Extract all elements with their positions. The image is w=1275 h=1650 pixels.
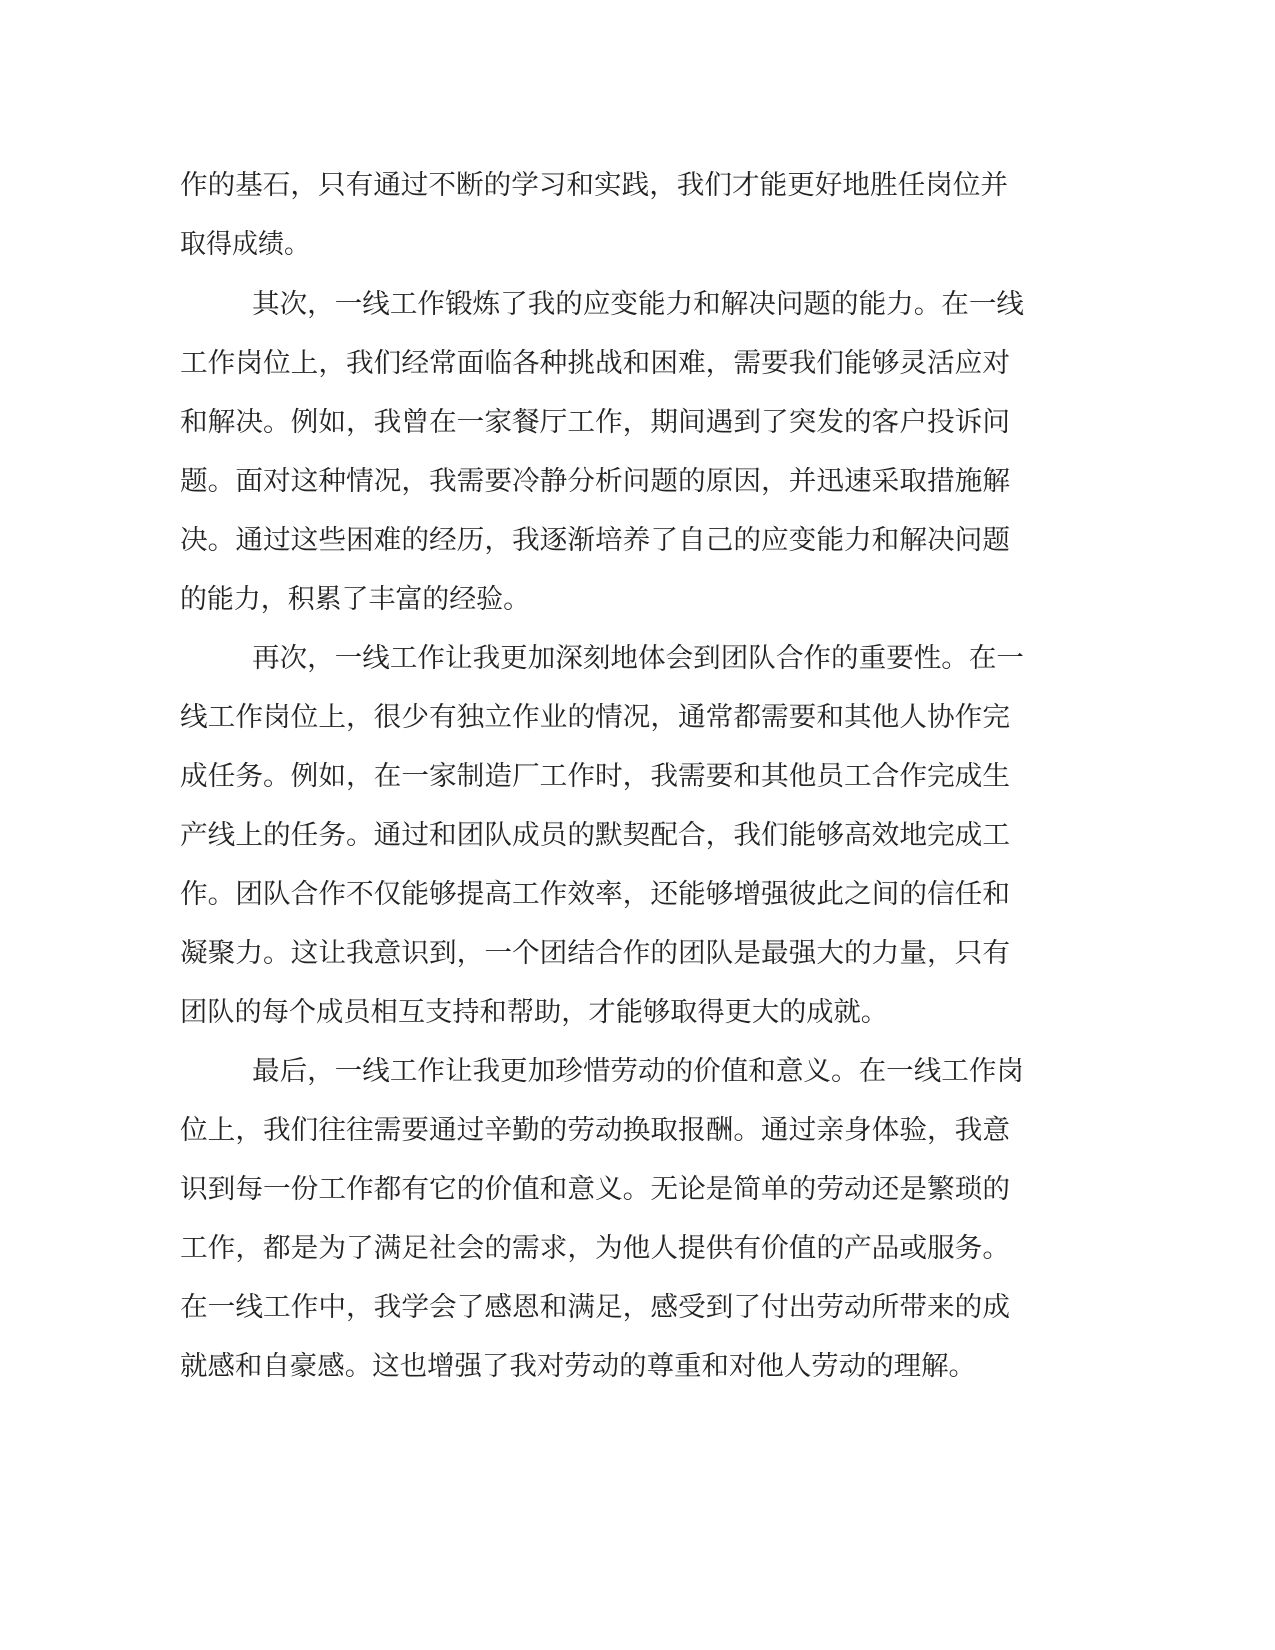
line-text: 凝聚力。这让我意识到，一个团结合作的团队是最强大的力量，只有	[180, 938, 1010, 969]
text-line	[0, 459, 1275, 519]
line-text: 成任务。例如，在一家制造厂工作时，我需要和其他员工合作完成生	[180, 761, 1010, 792]
text-line	[0, 163, 1275, 223]
text-line	[0, 341, 1275, 401]
line-text: 线工作岗位上，很少有独立作业的情况，通常都需要和其他人协作完	[180, 702, 1010, 733]
text-line	[0, 695, 1275, 755]
line-text: 再次，一线工作让我更加深刻地体会到团队合作的重要性。在一	[252, 643, 1024, 674]
line-text: 位上，我们往往需要通过辛勤的劳动换取报酬。通过亲身体验，我意	[180, 1115, 1010, 1146]
text-line	[0, 1108, 1275, 1168]
line-text: 在一线工作中，我学会了感恩和满足，感受到了付出劳动所带来的成	[180, 1292, 1010, 1323]
text-line	[0, 577, 1275, 637]
line-text: 作。团队合作不仅能够提高工作效率，还能够增强彼此之间的信任和	[180, 879, 1010, 910]
text-line	[0, 400, 1275, 460]
text-line	[0, 931, 1275, 991]
text-line	[0, 754, 1275, 814]
line-text: 题。面对这种情况，我需要冷静分析问题的原因，并迅速采取措施解	[180, 466, 1010, 497]
text-line	[0, 282, 1275, 342]
text-line	[0, 990, 1275, 1050]
line-text: 作的基石，只有通过不断的学习和实践，我们才能更好地胜任岗位并	[180, 170, 1009, 201]
text-line	[0, 222, 1275, 282]
text-line	[0, 518, 1275, 578]
text-line	[0, 1167, 1275, 1227]
text-line	[0, 636, 1275, 696]
line-text: 产线上的任务。通过和团队成员的默契配合，我们能够高效地完成工	[180, 820, 1010, 851]
line-text: 识到每一份工作都有它的价值和意义。无论是简单的劳动还是繁琐的	[180, 1174, 1010, 1205]
line-text: 工作岗位上，我们经常面临各种挑战和困难，需要我们能够灵活应对	[180, 348, 1010, 379]
line-text: 和解决。例如，我曾在一家餐厅工作，期间遇到了突发的客户投诉问	[180, 407, 1010, 438]
line-text: 决。通过这些困难的经历，我逐渐培养了自己的应变能力和解决问题	[180, 525, 1010, 556]
line-text: 团队的每个成员相互支持和帮助，才能够取得更大的成就。	[180, 997, 889, 1028]
text-line	[0, 1344, 1275, 1404]
line-text: 的能力，积累了丰富的经验。	[180, 584, 530, 615]
text-line	[0, 1049, 1275, 1109]
text-line	[0, 872, 1275, 932]
text-line	[0, 1226, 1275, 1286]
text-line	[0, 1285, 1275, 1345]
line-text: 最后，一线工作让我更加珍惜劳动的价值和意义。在一线工作岗	[252, 1056, 1024, 1087]
line-text: 其次，一线工作锻炼了我的应变能力和解决问题的能力。在一线	[252, 289, 1024, 320]
line-text: 取得成绩。	[180, 229, 310, 260]
line-text: 就感和自豪感。这也增强了我对劳动的尊重和对他人劳动的理解。	[180, 1351, 976, 1382]
line-text: 工作，都是为了满足社会的需求，为他人提供有价值的产品或服务。	[180, 1233, 1010, 1264]
text-line	[0, 813, 1275, 873]
